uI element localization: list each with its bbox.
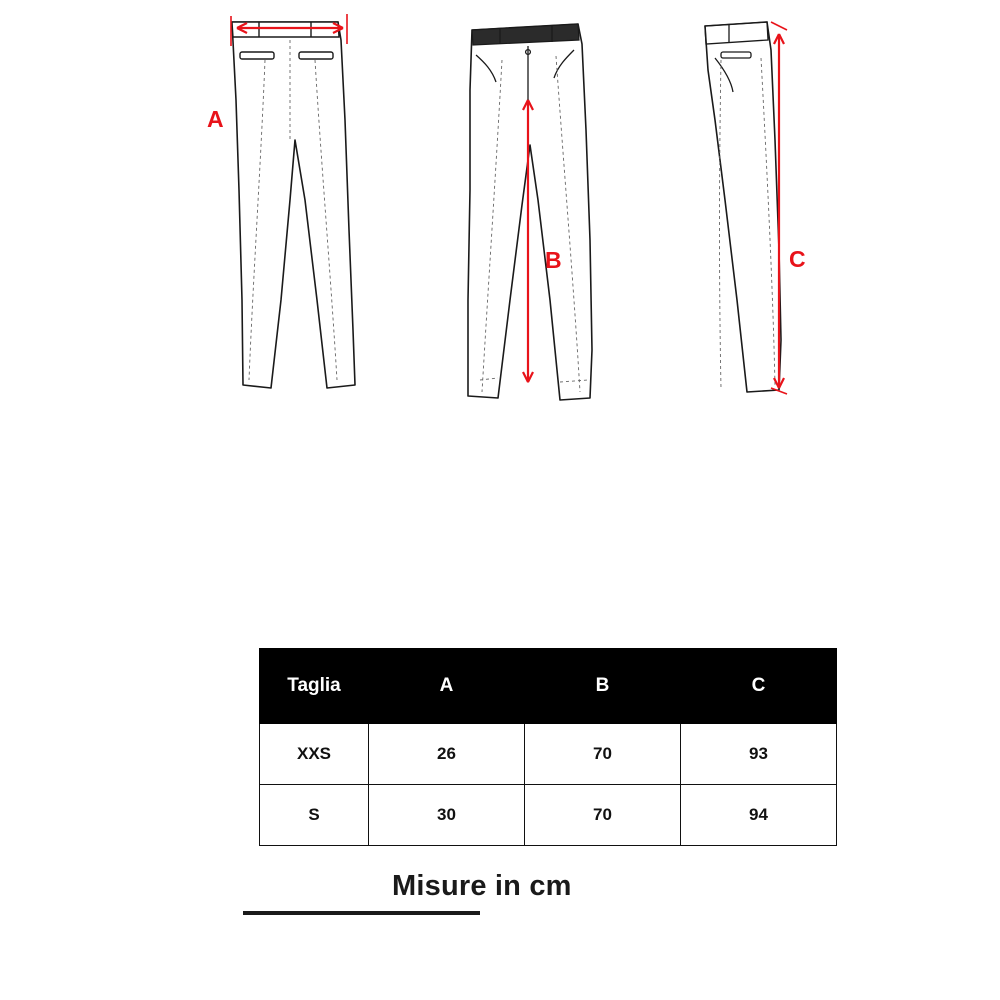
garment-diagram xyxy=(0,0,1000,430)
page-title: Misure in cm xyxy=(392,870,572,902)
title-underline xyxy=(243,911,480,915)
trousers-back-illustration xyxy=(440,0,630,420)
measurement-label-c: C xyxy=(789,246,807,272)
measurement-label-a: A xyxy=(207,106,225,132)
cell-c: 94 xyxy=(681,785,837,846)
size-chart-table xyxy=(259,648,837,846)
table-header-c: C xyxy=(681,649,837,724)
table-header-b: B xyxy=(525,649,681,724)
cell-b: 70 xyxy=(525,785,681,846)
table-header-row xyxy=(260,649,837,724)
table-header-a: A xyxy=(369,649,525,724)
cell-c: 93 xyxy=(681,724,837,785)
table-header-size: Taglia xyxy=(260,649,369,724)
cell-size: XXS xyxy=(260,724,369,785)
cell-size: S xyxy=(260,785,369,846)
trousers-side-illustration xyxy=(675,0,855,420)
table-row xyxy=(260,724,837,785)
cell-a: 30 xyxy=(369,785,525,846)
cell-a: 26 xyxy=(369,724,525,785)
trousers-front-illustration xyxy=(195,0,405,420)
measurement-label-b: B xyxy=(545,247,563,273)
cell-b: 70 xyxy=(525,724,681,785)
table-row xyxy=(260,785,837,846)
